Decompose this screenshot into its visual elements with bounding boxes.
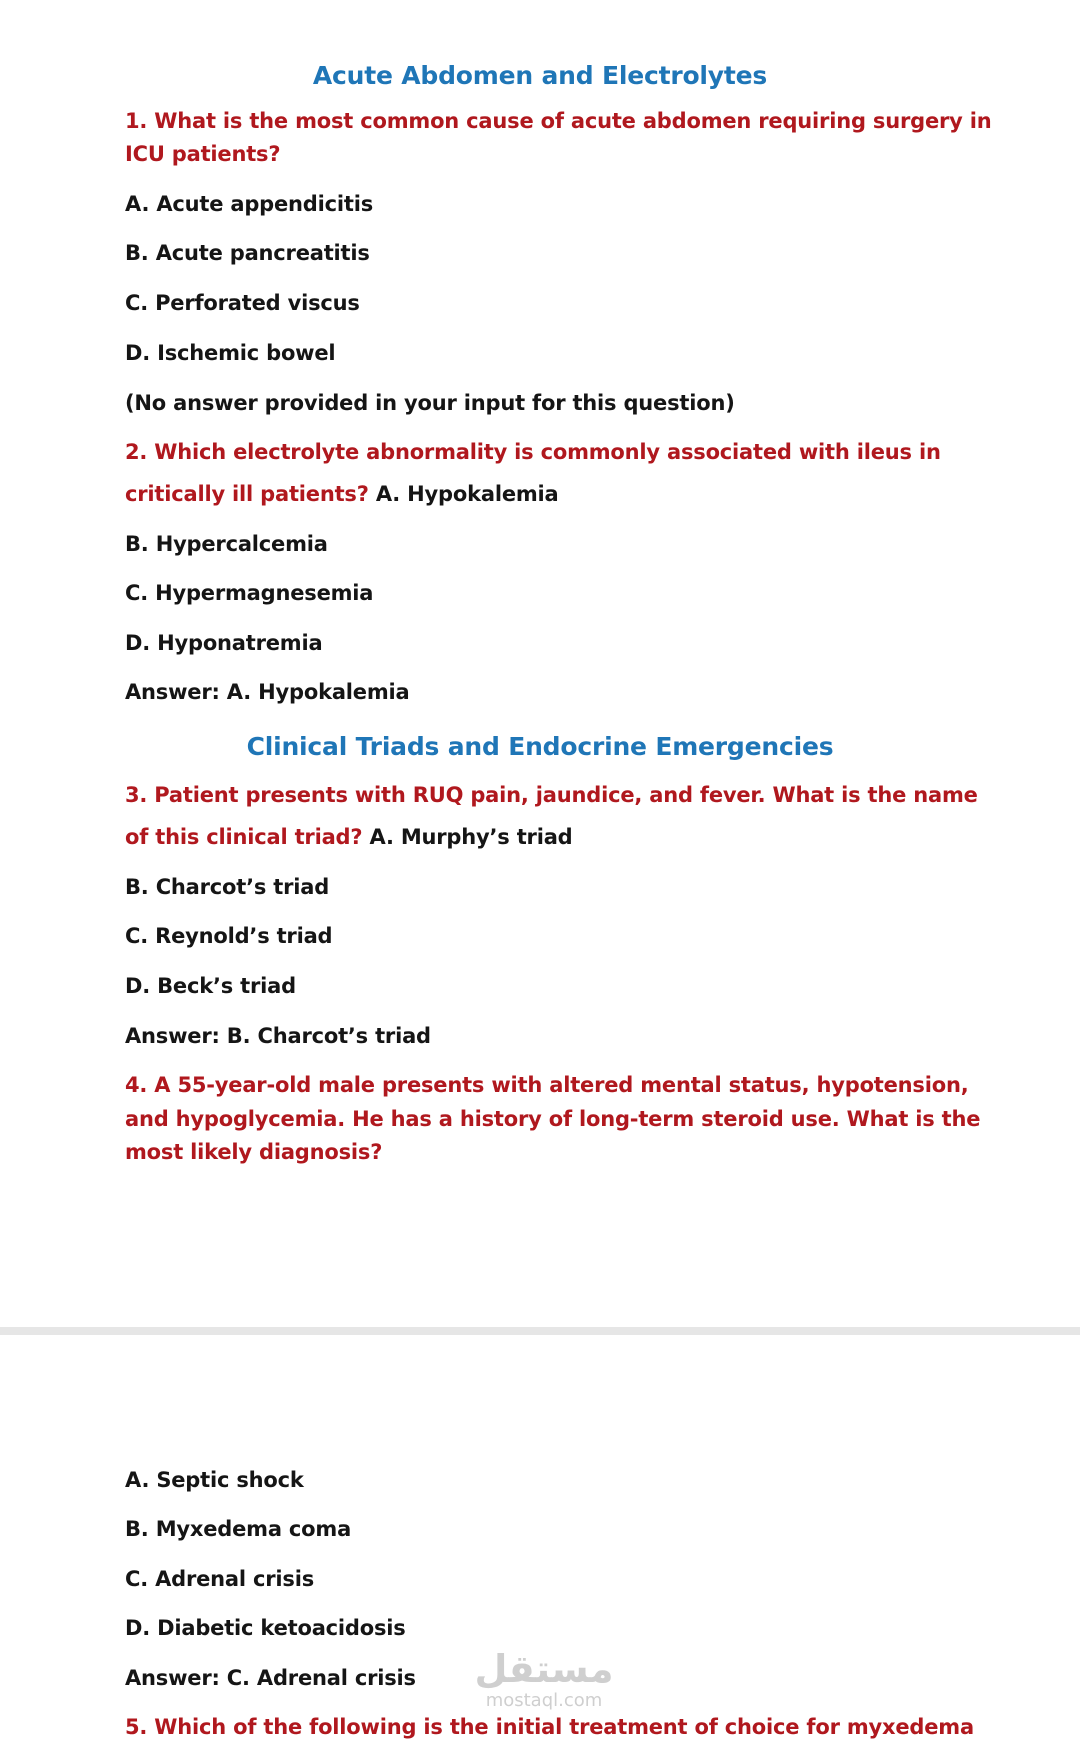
question-2-option-a: A. Hypokalemia (375, 482, 559, 506)
question-3-line-1: 3. Patient presents with RUQ pain, jaundice, and fever. What is the name (125, 783, 978, 807)
question-3-option-c: C. Reynold’s triad (125, 924, 333, 948)
question-3-line-2-text: of this clinical triad? (125, 825, 363, 849)
question-4-option-c: C. Adrenal crisis (125, 1567, 315, 1591)
section-heading-clinical-triads: Clinical Triads and Endocrine Emergencies (246, 732, 834, 761)
question-1-note: (No answer provided in your input for this question) (125, 391, 735, 415)
question-5-line-1: 5. Which of the following is the initial treatment of choice for myxedema (125, 1715, 974, 1739)
page-separator (0, 1327, 1080, 1335)
question-4-option-a: A. Septic shock (125, 1468, 304, 1492)
question-3-line-2 (125, 827, 573, 848)
watermark-logo: مستقل (474, 1647, 614, 1691)
question-3-option-d: D. Beck’s triad (125, 974, 296, 998)
question-4-line-3: most likely diagnosis? (125, 1140, 383, 1164)
question-1-option-c: C. Perforated viscus (125, 291, 360, 315)
question-1-option-d: D. Ischemic bowel (125, 341, 336, 365)
question-1-line-2: ICU patients? (125, 142, 281, 166)
question-2-option-b: B. Hypercalcemia (125, 532, 328, 556)
question-2-line-2-text: critically ill patients? (125, 482, 369, 506)
question-2-line-2 (125, 484, 559, 505)
question-2-answer: Answer: A. Hypokalemia (125, 680, 410, 704)
question-3-option-a: A. Murphy’s triad (369, 825, 573, 849)
watermark (474, 1647, 614, 1711)
question-1-option-a: A. Acute appendicitis (125, 192, 374, 216)
question-3-answer: Answer: B. Charcot’s triad (125, 1024, 431, 1048)
question-2-option-c: C. Hypermagnesemia (125, 581, 374, 605)
question-4-option-d: D. Diabetic ketoacidosis (125, 1616, 406, 1640)
question-4-answer: Answer: C. Adrenal crisis (125, 1666, 416, 1690)
question-4-line-2: and hypoglycemia. He has a history of long-term steroid use. What is the (125, 1107, 981, 1131)
question-1-option-b: B. Acute pancreatitis (125, 241, 370, 265)
watermark-url: mostaql.com (485, 1690, 603, 1711)
question-4-line-1: 4. A 55-year-old male presents with altered mental status, hypotension, (125, 1073, 969, 1097)
question-2-line-1: 2. Which electrolyte abnormality is commonly associated with ileus in (125, 440, 941, 464)
question-1-line-1: 1. What is the most common cause of acute abdomen requiring surgery in (125, 109, 992, 133)
question-2-option-d: D. Hyponatremia (125, 631, 323, 655)
question-3-option-b: B. Charcot’s triad (125, 875, 330, 899)
question-4-option-b: B. Myxedema coma (125, 1517, 352, 1541)
section-heading-acute-abdomen: Acute Abdomen and Electrolytes (312, 61, 768, 90)
